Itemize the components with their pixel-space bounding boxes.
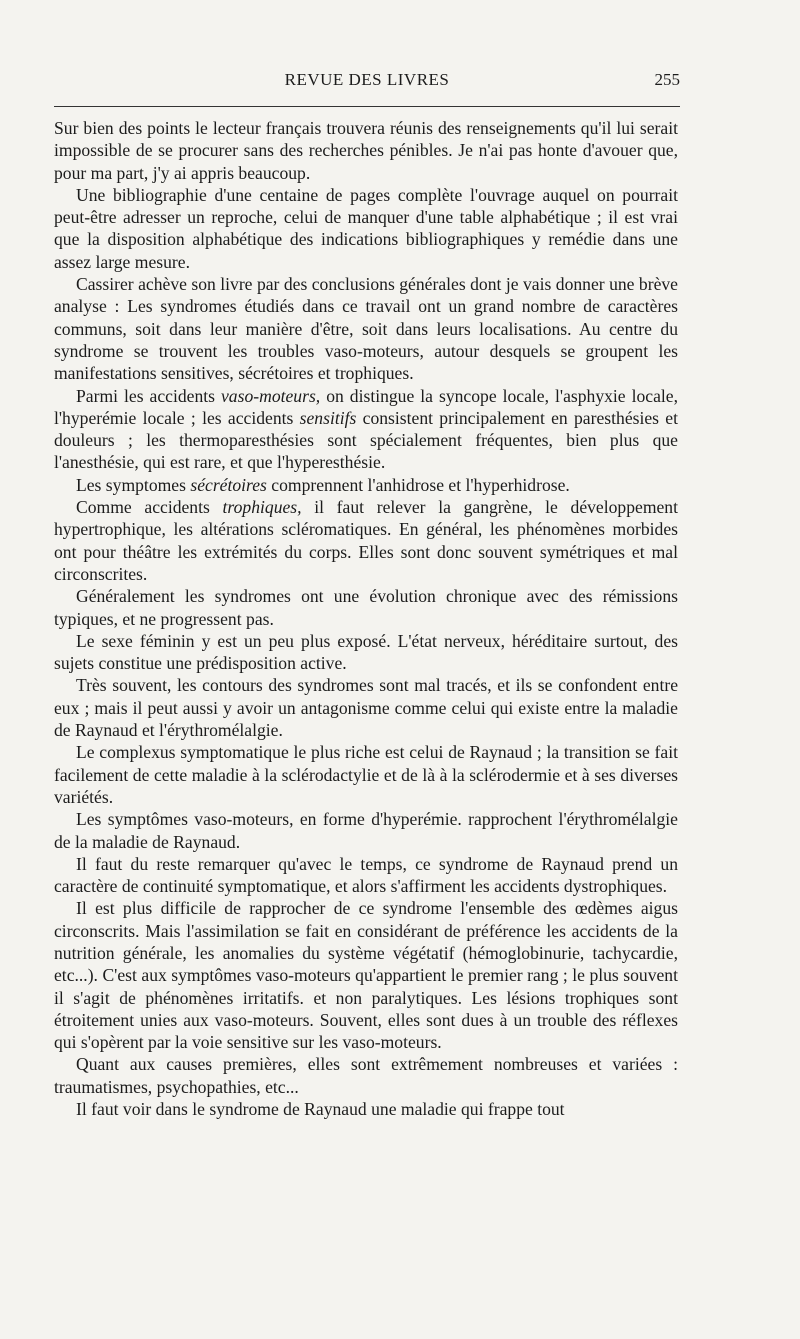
paragraph (54, 585, 678, 630)
paragraph (54, 474, 678, 496)
text-run: Une bibliographie d'une centaine de pages complète l'ouvrage auquel on pourrait peut-être adresser un reproche, celui de manquer d'une table alphabétique ; il est vrai que la disposition alphabétique des indications bibliographiques y remédie dans une assez large mesure. (54, 184, 678, 272)
text-run: Le complexus symptomatique le plus riche est celui de Raynaud ; la transition se fait facilement de cette maladie à la sclérodactylie et de là à la sclérodermie et à ses diverses variétés. (54, 742, 678, 807)
paragraph (54, 184, 678, 273)
paragraph (54, 385, 678, 474)
paragraph (54, 496, 678, 585)
text-run: Comme accidents (76, 497, 223, 518)
text-run: Le sexe féminin y est un peu plus exposé. L'état nerveux, héréditaire surtout, des sujets constitue une prédisposition active. (54, 630, 678, 674)
text-run: Parmi les accidents (76, 385, 221, 406)
text-run: Quant aux causes premières, elles sont extrêmement nombreuses et variées : traumatismes, psychopathies, etc... (54, 1054, 678, 1097)
text-run: Sur bien des points le lecteur français trouvera réunis des renseignements qu'il lui serait impossible de se procurer sans des recherches pénibles. Je n'ai pas honte d'avouer que, pour ma part, j'y ai appris beaucoup. (54, 118, 678, 183)
paragraph (54, 117, 678, 184)
text-run: Les symptomes (76, 474, 191, 495)
text-run: Les symptômes vaso-moteurs, en forme d'hyperémie. rapprochent l'érythromélalgie de la maladie de Raynaud. (54, 809, 678, 852)
text-run: Il est plus difficile de rapprocher de ce syndrome l'ensemble des œdèmes aigus circonscrits. Mais l'assimilation se fait en considérant de préférence les accidents de la nutrition générale, les anomalies du système végétatif (hémoglobinurie, tachycardie, etc...). C'est aux symptômes vaso-moteurs qu'appartient le premier rang ; le plus souvent il s'agit de phénomènes irritatifs. et non paralytiques. Les lésions trophiques sont étroitement unies aux vaso-moteurs. Souvent, elles sont dues à un trouble des réflexes qui s'opèrent par la voie sensitive sur les vaso-moteurs. (54, 898, 678, 1053)
text-run: comprennent l'anhidrose et l'hyperhidrose. (266, 474, 570, 495)
paragraph (54, 808, 678, 853)
running-header (54, 70, 680, 100)
paragraph (54, 674, 678, 741)
text-run: on distingue la syncope locale, l'asphyxie locale, l'hyperémie locale ; les accidents (54, 385, 678, 428)
header-rule (54, 106, 680, 107)
running-title: REVUE DES LIVRES (284, 70, 450, 89)
text-run: il faut relever la gangrène, le développement hypertrophique, les altérations scléromatiques. En général, les phénomènes morbides ont pour théâtre les extrémités du corps. Elles sont donc souvent symétriques et mal circonscrites. (54, 497, 678, 584)
italic-term: sensitifs (299, 407, 357, 428)
paragraph (54, 1053, 678, 1098)
paragraph (54, 897, 678, 1053)
paragraph (54, 273, 678, 384)
italic-term: trophiques, (222, 497, 302, 518)
text-run: Il faut du reste remarquer qu'avec le temps, ce syndrome de Raynaud prend un caractère de continuité symptomatique, et alors s'affirment les accidents dystrophiques. (54, 853, 678, 897)
text-run: consistent principalement en paresthésies et douleurs ; les thermoparesthésies sont spécialement fréquentes, bien plus que l'anesthésie, qui est rare, et que l'hyperesthésie. (54, 407, 679, 473)
text-run: Généralement les syndromes ont une évolution chronique avec des rémissions typiques, et ne progressent pas. (54, 586, 678, 629)
paragraph (54, 1098, 678, 1120)
paragraph (54, 630, 678, 675)
text-run: Il faut voir dans le syndrome de Raynaud une maladie qui frappe tout (76, 1099, 565, 1120)
text-run: Très souvent, les contours des syndromes sont mal tracés, et ils se confondent entre eux ; mais il peut aussi y avoir un antagonisme comme celui qui existe entre la maladie de Raynaud et l'érythromélalgie. (54, 675, 678, 741)
paragraph (54, 853, 678, 898)
page-number: 255 (654, 70, 680, 89)
italic-term: vaso-moteurs, (221, 385, 321, 406)
italic-term: sécrétoires (190, 474, 267, 495)
text-run: Cassirer achève son livre par des conclusions générales dont je vais donner une brève analyse : Les syndromes étudiés dans ce travail ont un grand nombre de caractères communs, soit dans leur manière d'être, soit dans leurs localisations. Au centre du syndrome se trouvent les troubles vaso-moteurs, autour desquels se groupent les manifestations sensitives, sécrétoires et trophiques. (54, 274, 678, 384)
paragraph (54, 741, 678, 808)
body-text (54, 117, 678, 1120)
